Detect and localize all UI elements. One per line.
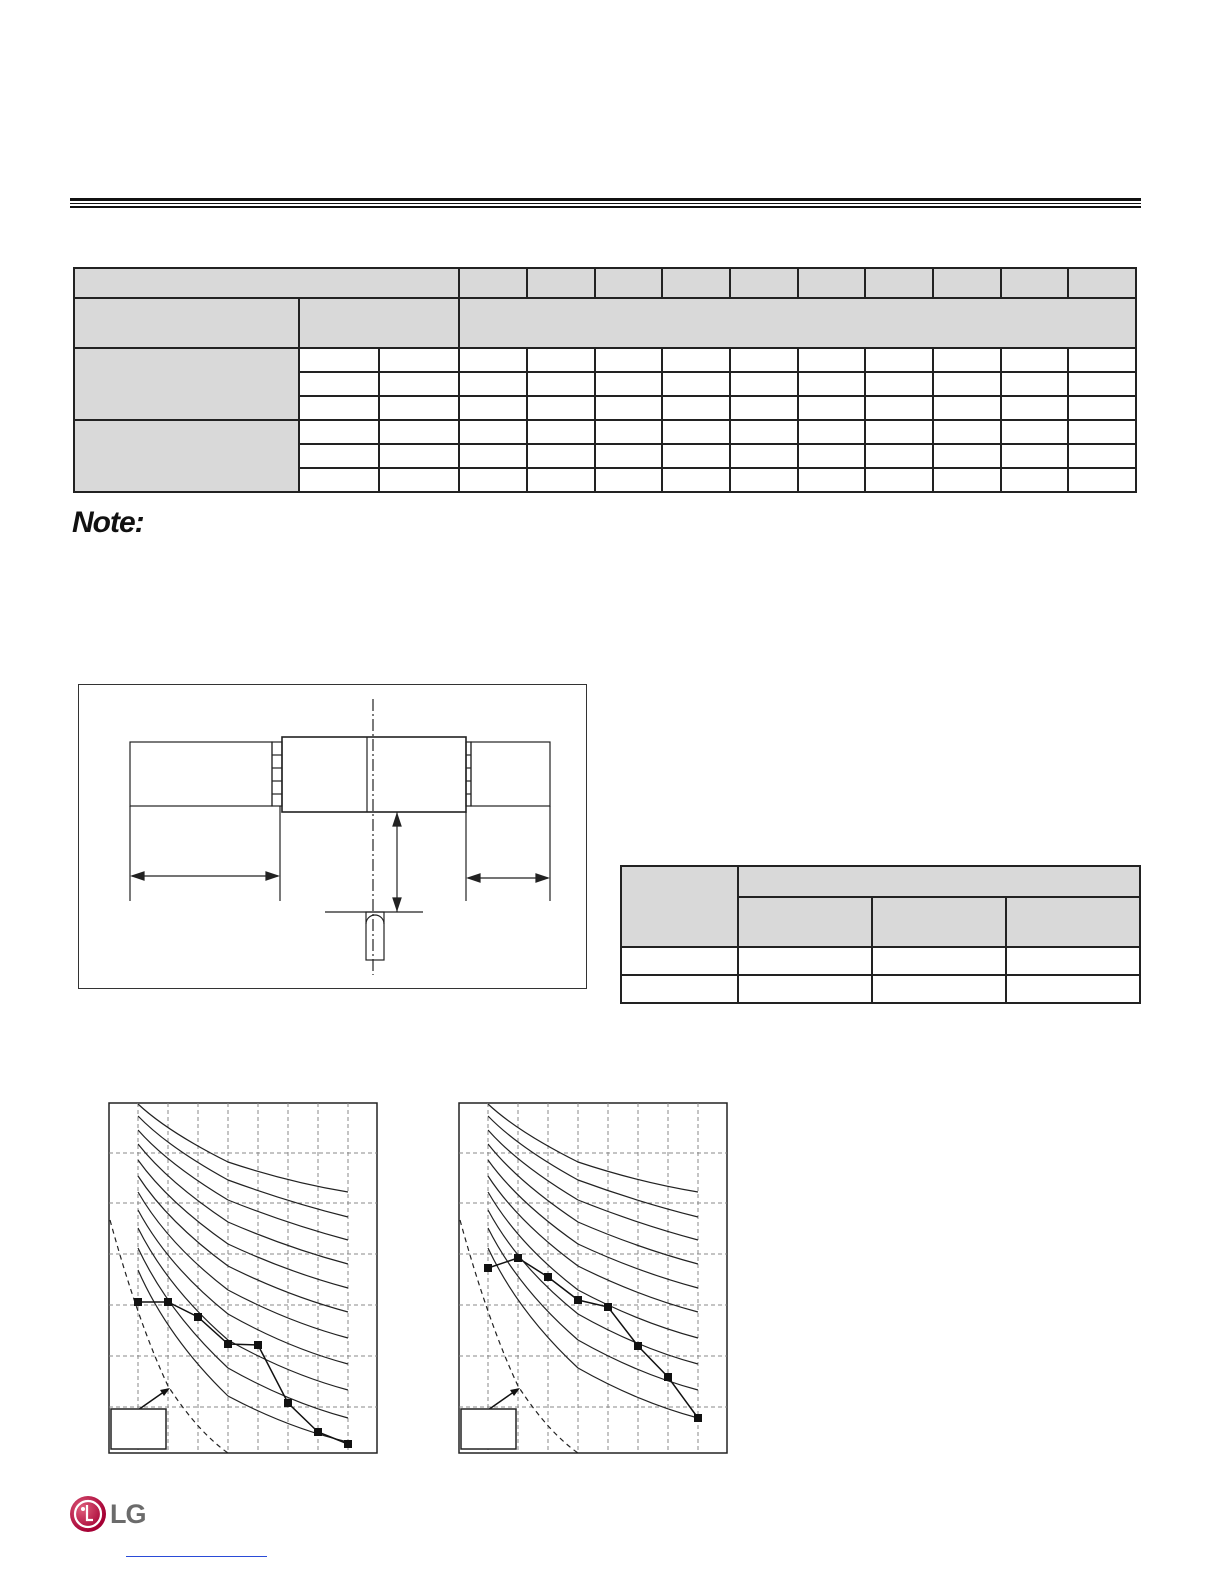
header-rule-thin	[70, 203, 1141, 204]
spec-subheader-cell	[74, 298, 299, 348]
spec-cell	[662, 468, 730, 492]
spec-cell	[1068, 348, 1136, 372]
spec-header-cell	[662, 268, 730, 298]
spec-cell	[299, 396, 379, 420]
sub-subheader-cell	[872, 897, 1006, 947]
spec-cell	[662, 396, 730, 420]
header-rule-bottom	[70, 206, 1141, 208]
spec-cell	[798, 348, 865, 372]
spec-header-cell	[798, 268, 865, 298]
spec-cell	[730, 420, 798, 444]
spec-header-cell	[527, 268, 595, 298]
installation-diagram-drawing	[79, 685, 588, 990]
sub-header-row	[621, 866, 1140, 897]
spec-cell	[1068, 372, 1136, 396]
spec-cell	[1068, 396, 1136, 420]
spec-cell	[459, 396, 527, 420]
spec-cell	[730, 444, 798, 468]
spec-row	[74, 348, 1136, 372]
spec-subheader-cell	[299, 298, 459, 348]
spec-cell	[798, 468, 865, 492]
spec-table	[73, 267, 1137, 493]
sub-cell	[621, 947, 738, 975]
spec-cell	[662, 372, 730, 396]
spec-cell	[299, 348, 379, 372]
spec-header-label-cell	[74, 268, 459, 298]
sub-cell	[738, 947, 872, 975]
sub-cell	[872, 975, 1006, 1003]
spec-cell	[1068, 420, 1136, 444]
spec-cell	[865, 468, 933, 492]
spec-cell	[527, 420, 595, 444]
spec-cell	[730, 348, 798, 372]
spec-cell	[595, 468, 662, 492]
spec-cell	[933, 396, 1001, 420]
spec-cell	[1001, 444, 1068, 468]
spec-cell	[595, 348, 662, 372]
spec-cell	[527, 468, 595, 492]
fan-curve-chart-right-svg	[458, 1102, 729, 1455]
spec-cell	[662, 348, 730, 372]
sub-subheader-cell	[1006, 897, 1140, 947]
spec-cell	[865, 444, 933, 468]
spec-cell	[933, 372, 1001, 396]
spec-cell	[299, 420, 379, 444]
spec-cell	[865, 396, 933, 420]
spec-cell	[595, 444, 662, 468]
spec-cell	[595, 372, 662, 396]
spec-cell	[798, 444, 865, 468]
spec-cell	[865, 372, 933, 396]
header-rule-thick	[70, 198, 1141, 201]
spec-cell	[379, 420, 459, 444]
fan-curve-chart-right	[458, 1102, 729, 1455]
spec-cell	[459, 468, 527, 492]
spec-cell	[1001, 348, 1068, 372]
spec-header-cell	[1068, 268, 1136, 298]
spec-cell	[798, 396, 865, 420]
spec-cell	[459, 348, 527, 372]
spec-header-cell	[459, 268, 527, 298]
lg-logo-text: LG	[110, 1499, 146, 1529]
spec-cell	[527, 444, 595, 468]
spec-cell	[933, 468, 1001, 492]
spec-cell	[379, 444, 459, 468]
spec-cell	[798, 372, 865, 396]
fan-curve-chart-left-svg	[108, 1102, 379, 1455]
sub-subheader-cell	[738, 897, 872, 947]
sub-header-label-cell	[621, 866, 738, 947]
spec-header-cell	[865, 268, 933, 298]
spec-cell	[933, 348, 1001, 372]
spec-cell	[299, 468, 379, 492]
spec-row	[74, 420, 1136, 444]
spec-subheader-row	[74, 298, 1136, 348]
spec-cell	[1001, 420, 1068, 444]
spec-cell	[459, 444, 527, 468]
lg-face-icon-glyph	[70, 1496, 106, 1532]
sub-cell	[738, 975, 872, 1003]
spec-header-cell	[730, 268, 798, 298]
spec-cell	[865, 420, 933, 444]
installation-diagram	[78, 684, 587, 989]
spec-cell	[527, 372, 595, 396]
spec-cell	[1068, 468, 1136, 492]
spec-cell	[379, 468, 459, 492]
spec-header-cell	[933, 268, 1001, 298]
spec-cell	[527, 396, 595, 420]
fan-curve-chart-left	[108, 1102, 379, 1455]
sub-cell	[1006, 975, 1140, 1003]
spec-cell	[730, 468, 798, 492]
spec-cell	[1001, 396, 1068, 420]
sub-header-span-cell	[738, 866, 1140, 897]
spec-cell	[933, 444, 1001, 468]
sub-row	[621, 975, 1140, 1003]
spec-group-label-cell	[74, 420, 299, 492]
spec-header-cell	[595, 268, 662, 298]
spec-cell	[798, 420, 865, 444]
spec-cell	[1001, 468, 1068, 492]
spec-cell	[1001, 372, 1068, 396]
spec-cell	[662, 420, 730, 444]
spec-cell	[730, 372, 798, 396]
sub-row	[621, 947, 1140, 975]
sub-cell	[621, 975, 738, 1003]
spec-cell	[1068, 444, 1136, 468]
spec-cell	[459, 420, 527, 444]
spec-cell	[299, 444, 379, 468]
spec-cell	[662, 444, 730, 468]
spec-header-row	[74, 268, 1136, 298]
footer-link-underline[interactable]	[126, 1556, 267, 1557]
spec-cell	[595, 396, 662, 420]
spec-cell	[379, 396, 459, 420]
spec-cell	[527, 348, 595, 372]
spec-header-cell	[1001, 268, 1068, 298]
spec-cell	[933, 420, 1001, 444]
spec-cell	[379, 372, 459, 396]
lg-face-icon	[70, 1496, 106, 1532]
sub-cell	[1006, 947, 1140, 975]
sub-cell	[872, 947, 1006, 975]
sub-table	[620, 865, 1141, 1004]
spec-cell	[459, 372, 527, 396]
spec-group-label-cell	[74, 348, 299, 420]
spec-cell	[595, 420, 662, 444]
spec-cell	[865, 348, 933, 372]
note-heading: Note:	[72, 506, 144, 539]
spec-cell	[379, 348, 459, 372]
spec-subheader-span-cell	[459, 298, 1136, 348]
spec-cell	[730, 396, 798, 420]
spec-cell	[299, 372, 379, 396]
